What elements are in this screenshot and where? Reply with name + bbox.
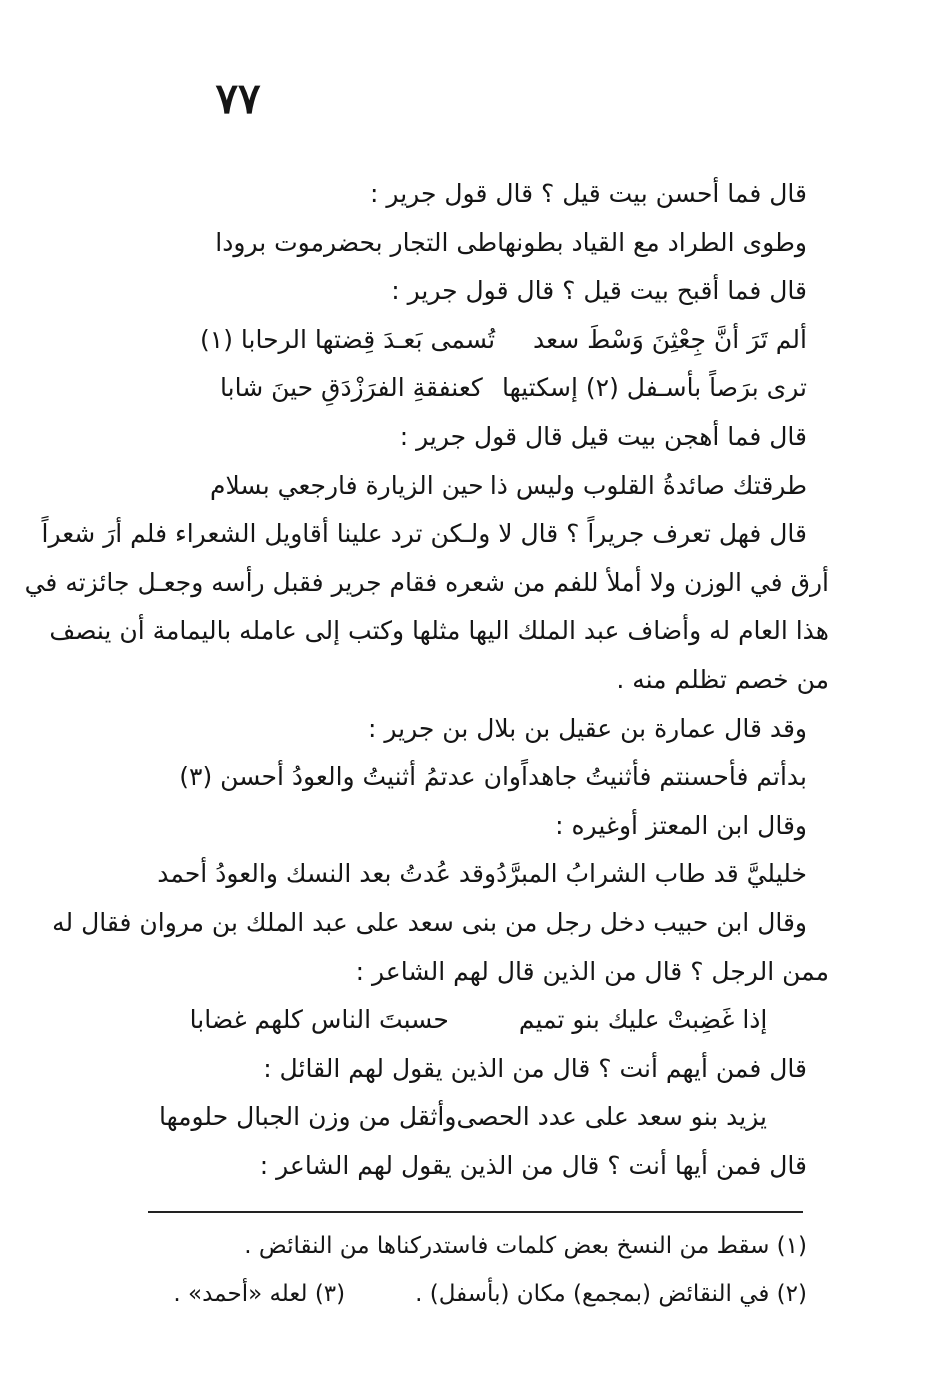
verse-hemistich-second: وقد عُدتُ بعد النسك والعودُ أحمد [157, 859, 497, 889]
verse-hemistich-second: وان عدتمُ أثنيتُ والعودُ أحسن (٣) [179, 762, 521, 792]
verse-hemistich-second: حين الزيارة فارجعي بسلام [210, 470, 484, 500]
footnote-row [150, 1270, 807, 1318]
prose-line: هذا العام له وأضاف عبد الملك اليها مثلها وكتب إلى عامله باليمامة أن ينصف [49, 616, 829, 646]
verse-line [150, 850, 807, 899]
verse-line [150, 219, 807, 268]
verse-hemistich-second: كعنفقةِ الفرَزْدَقِ حينَ شابا [220, 373, 483, 403]
verse-hemistich-first: خليليَّ قد طاب الشرابُ المبرَّدُ [496, 859, 807, 889]
verse-hemistich-second: حسبتَ الناس كلهم غضابا [189, 1005, 449, 1035]
footnote-divider [148, 1211, 803, 1213]
verse-line [150, 1093, 807, 1142]
footnote-3: (٣) لعله «أحمد» . [173, 1281, 346, 1307]
verse-hemistich-first: طرقتك صائدةُ القلوب وليس ذا [489, 470, 807, 500]
verse-line [150, 364, 807, 413]
footnote-1: (١) سقط من النسخ بعض كلمات فاستدركناها من النقائض . [244, 1233, 807, 1259]
footnotes [150, 1222, 807, 1318]
prose-line: قال فما أهجن بيت قيل قال قول جرير : [399, 421, 807, 451]
page-number: ٧٧ [215, 74, 261, 123]
prose-line: قال فمن أيهم أنت ؟ قال من الذين يقول لهم القائل : [263, 1053, 807, 1083]
verse-hemistich-second: وأثقل من وزن الجبال حلومها [158, 1102, 457, 1132]
verse-line [150, 316, 807, 365]
footnote-2: (٢) في النقائض (بمجمع) مكان (بأسفل) . [415, 1281, 807, 1307]
prose-line: قال فما أقبح بيت قيل ؟ قال قول جرير : [391, 276, 807, 306]
prose-line: من خصم تظلم منه . [616, 664, 829, 694]
verse-hemistich-first: إذا غَضِبتْ عليك بنو تميم [518, 1005, 768, 1035]
verse-hemistich-first: وطوى الطراد مع القياد بطونها [497, 227, 807, 257]
prose-line: أرق في الوزن ولا أملأ للفم من شعره فقام جرير فقبل رأسه وجعـل جائزته في [24, 567, 829, 597]
verse-line [150, 753, 807, 802]
prose-line: وقال ابن المعتز أوغيره : [555, 810, 807, 840]
prose-line: ممن الرجل ؟ قال من الذين قال لهم الشاعر : [355, 956, 829, 986]
main-text [24, 170, 829, 1190]
prose-line: وقد قال عمارة بن عقيل بن بلال بن جرير : [367, 713, 807, 743]
verse-hemistich-first: ألم تَرَ أنَّ جِعْثِنَ وَسْطَ سعد [533, 324, 807, 354]
prose-line: قال فما أحسن بيت قيل ؟ قال قول جرير : [370, 179, 807, 208]
prose-line: وقال ابن حبيب دخل رجل من بنى سعد على عبد الملك بن مروان فقال له [52, 907, 807, 937]
verse-line [150, 996, 807, 1045]
verse-hemistich-second: طى التجار بحضرموت برودا [215, 227, 498, 257]
prose-line: قال فهل تعرف جريراً ؟ قال لا ولـكن ترد علينا أقاويل الشعراء فلم أرَ شعراً [41, 519, 807, 549]
verse-hemistich-first: ترى برَصاً بأسـفل (٢) إسكتيها [501, 373, 807, 403]
prose-line: قال فمن أيها أنت ؟ قال من الذين يقول لهم الشاعر : [259, 1150, 807, 1180]
verse-hemistich-second: تُسمى بَعـدَ قِضتها الرحابا (١) [200, 324, 496, 354]
verse-hemistich-first: بدأتم فأحسنتم فأثنيتُ جاهداً [521, 762, 807, 792]
verse-line [150, 462, 807, 511]
verse-hemistich-first: يزيد بنو سعد على عدد الحصى [456, 1102, 767, 1132]
